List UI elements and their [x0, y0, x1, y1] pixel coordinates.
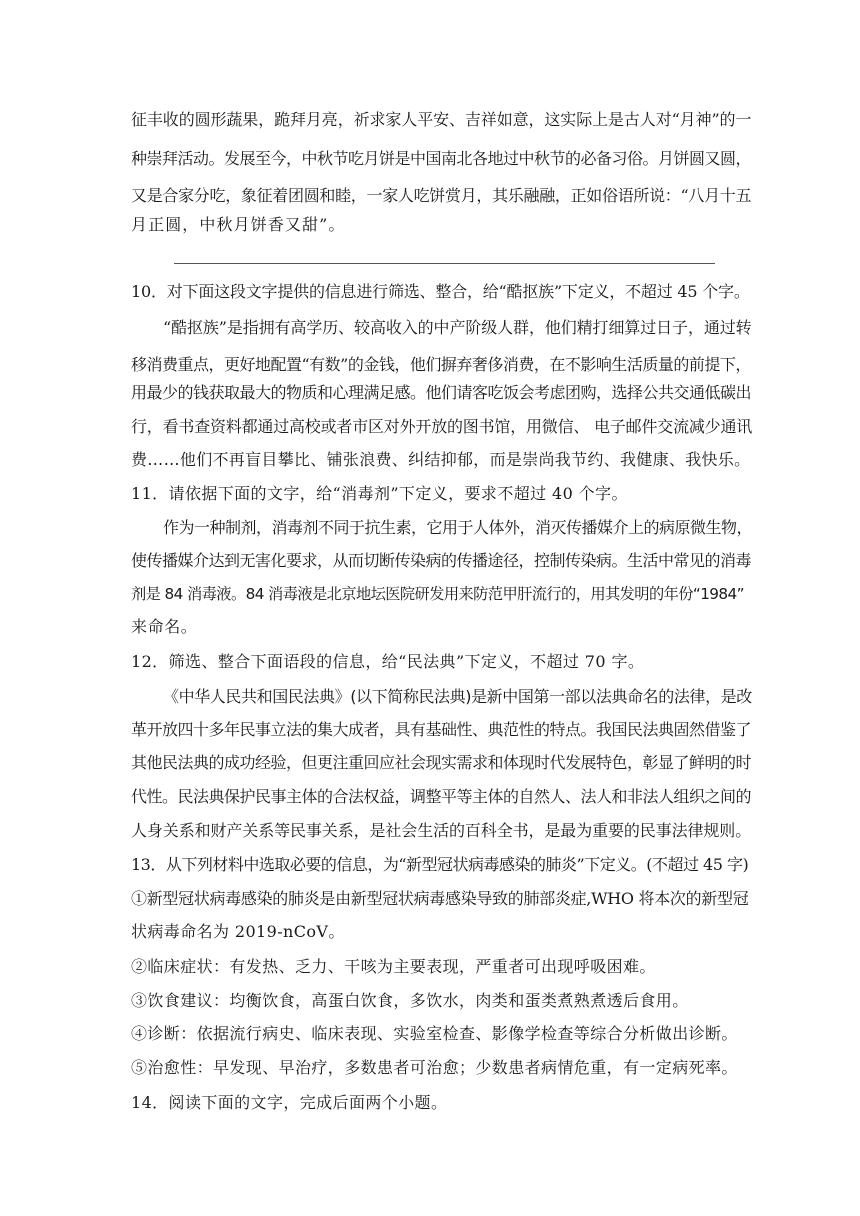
q10-passage-line-5: 费……他们不再盲目攀比、铺张浪费、纠结抑郁，而是崇尚我节约、我健康、我快乐。 [131, 450, 751, 469]
q11-passage-line-2: 使传播媒介达到无害化要求，从而切断传染病的传播途径，控制传染病。生活中常见的消毒 [131, 551, 752, 570]
q12-passage-line-4: 代性。民法典保护民事主体的合法权益，调整平等主体的自然人、法人和非法人组织之间的 [131, 787, 752, 806]
q11-question: 11．请依据下面的文字，给“消毒剂”下定义，要求不超过 40 个字。 [131, 484, 628, 503]
top-passage-line-1: 征丰收的圆形蔬果，跪拜月亮，祈求家人平安、吉祥如意，这实际上是古人对“月神”的一 [131, 110, 752, 129]
q12-passage-line-2: 革开放四十多年民事立法的集大成者，具有基础性、典范性的特点。我国民法典固然借鉴了 [131, 720, 752, 739]
q13-item-2: ②临床症状：有发热、乏力、干咳为主要表现，严重者可出现呼吸困难。 [131, 957, 656, 976]
q11-passage-line-1: 作为一种制剂，消毒剂不同于抗生素，它用于人体外，消灭传播媒介上的病原微生物， [163, 518, 753, 537]
q12-passage-line-3: 其他民法典的成功经验，但更注重回应社会现实需求和体现时代发展特色，彰显了鲜明的时 [131, 753, 752, 772]
q11-passage-line-4: 来命名。 [131, 617, 198, 636]
q10-passage-line-3: 用最少的钱获取最大的物质和心理满足感。他们请客吃饭会考虑团购，选择公共交通低碳出 [131, 383, 752, 402]
q12-question: 12．筛选、整合下面语段的信息，给“民法典”下定义，不超过 70 字。 [131, 652, 645, 671]
separator-line [174, 263, 715, 264]
q13-item-4: ④诊断：依据流行病史、临床表现、实验室检查、影像学检查等综合分析做出诊断。 [131, 1024, 738, 1043]
q13-item-1-line-1: ①新型冠状病毒感染的肺炎是由新型冠状病毒感染导致的肺部炎症,WHO 将本次的新型冠 [131, 889, 749, 908]
q11-passage-line-3: 剂是 84 消毒液。84 消毒液是北京地坛医院研发用来防范甲肝流行的，用其发明的年份“1984” [131, 585, 744, 603]
top-passage-line-2: 种崇拜活动。发展至今，中秋节吃月饼是中国南北各地过中秋节的必备习俗。月饼圆又圆， [131, 149, 752, 168]
q13-question: 13．从下列材料中选取必要的信息，为“新型冠状病毒感染的肺炎”下定义。(不超过 45 字) [131, 855, 749, 874]
q10-question: 10．对下面这段文字提供的信息进行筛选、整合，给“酷抠族”下定义，不超过 45 个字。 [131, 282, 750, 301]
q14-question: 14．阅读下面的文字，完成后面两个小题。 [131, 1093, 448, 1112]
q10-passage-line-2: 移消费重点，更好地配置“有数”的金钱，他们摒弃奢侈消费，在不影响生活质量的前提下， [131, 355, 751, 374]
q10-passage-line-1: “酷抠族”是指拥有高学历、较高收入的中产阶级人群，他们精打细算过日子，通过转 [163, 318, 752, 337]
q13-item-3: ③饮食建议：均衡饮食，高蛋白饮食，多饮水，肉类和蛋类煮熟煮透后食用。 [131, 991, 689, 1010]
q13-item-5: ⑤治愈性：早发现、早治疗，多数患者可治愈；少数患者病情危重，有一定病死率。 [131, 1058, 738, 1077]
q12-passage-line-5: 人身关系和财产关系等民事关系，是社会生活的百科全书，是最为重要的民事法律规则。 [131, 821, 752, 840]
top-passage-line-3: 又是合家分吃，象征着团圆和睦，一家人吃饼赏月，其乐融融，正如俗语所说：“八月十五 [131, 186, 752, 205]
q10-passage-line-4: 行，看书查资料都通过高校或者市区对外开放的图书馆，用微信、 电子邮件交流减少通讯 [131, 417, 753, 436]
q13-item-1-line-2: 状病毒命名为 2019-nCoV。 [131, 922, 345, 941]
q12-passage-line-1: 《中华人民共和国民法典》(以下简称民法典)是新中国第一部以法典命名的法律，是改 [163, 687, 752, 706]
top-passage-line-4: 月正圆，中秋月饼香又甜”。 [131, 215, 346, 234]
